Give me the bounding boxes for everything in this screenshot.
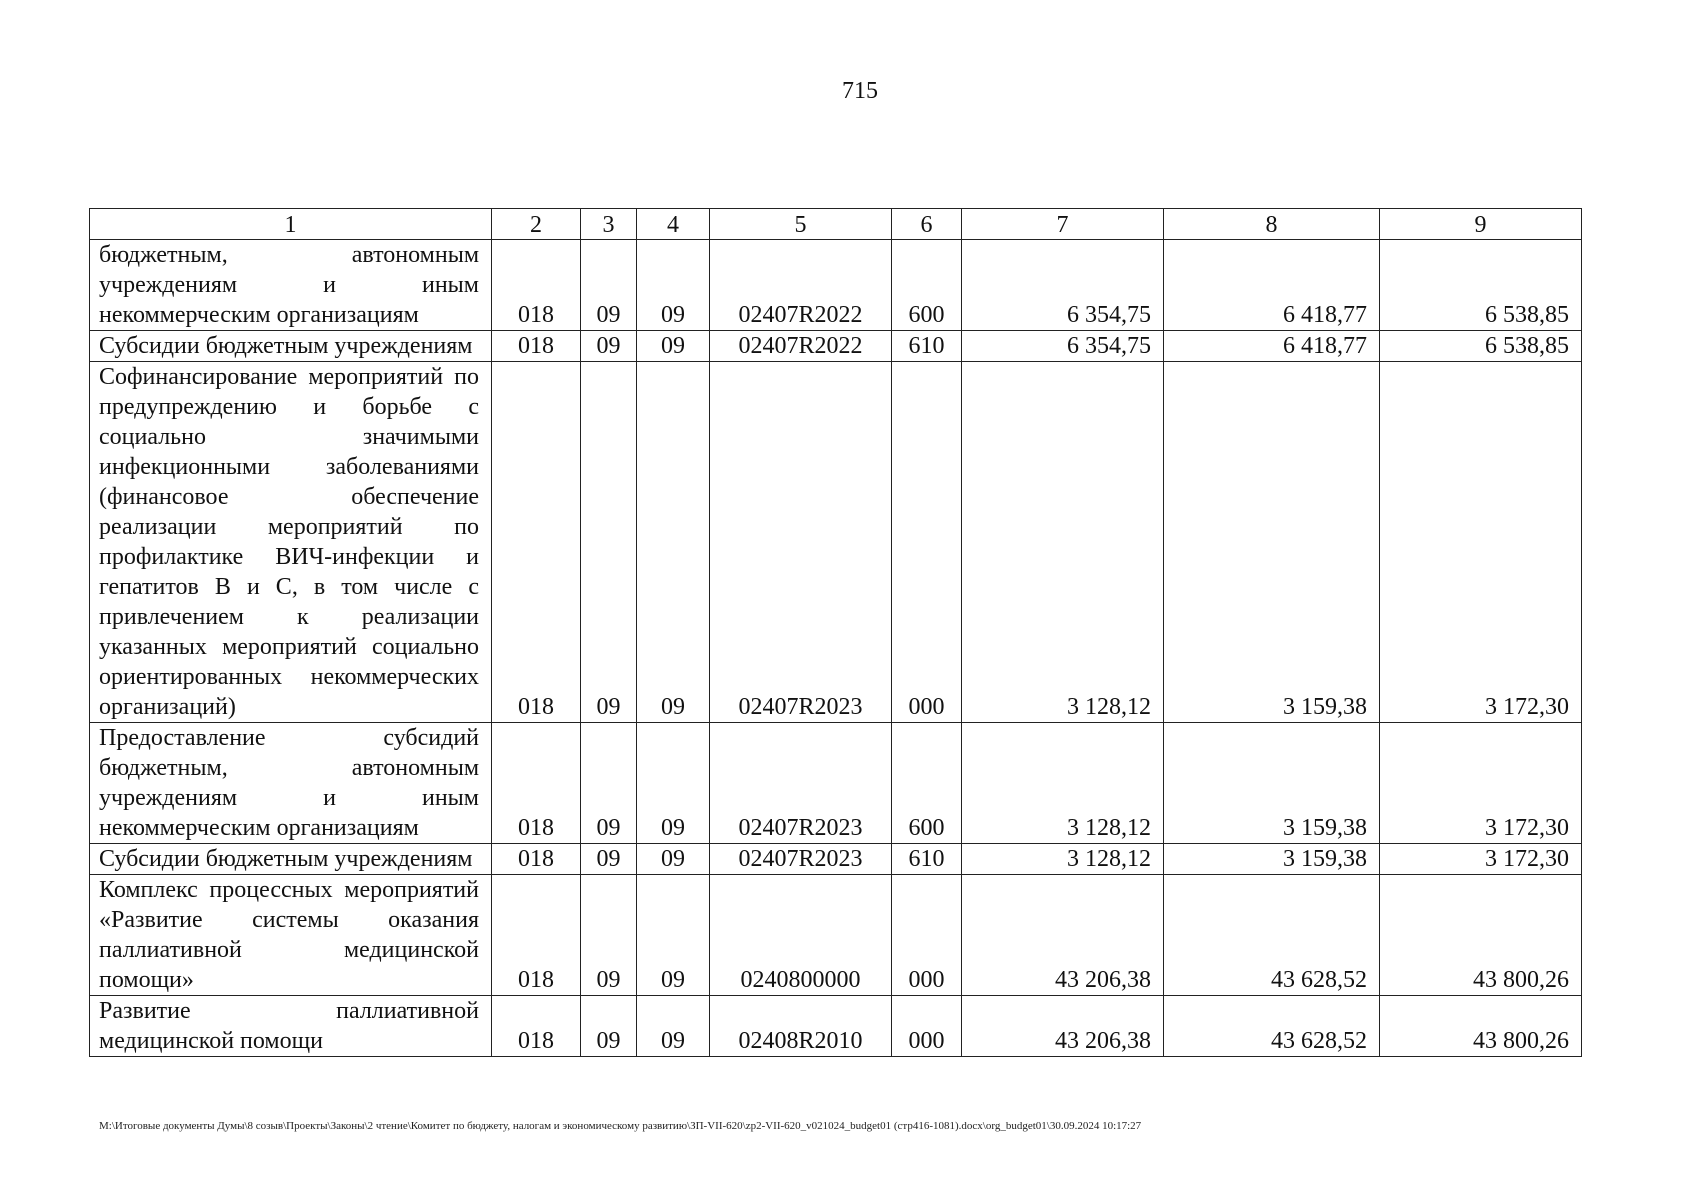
column-header: 8 <box>1164 209 1380 240</box>
column-header: 6 <box>892 209 962 240</box>
section-code: 09 <box>581 240 637 331</box>
file-path-footer: M:\Итоговые документы Думы\8 созыв\Проекты\Законы\2 чтение\Комитет по бюджету, налогам и экономическому развитию\ЗП-VII-620\zp2-VII-620_v021024_budget01 (стр416-1081).docx\org_budget01\30.09.2024 10:17:27 <box>99 1120 1142 1132</box>
amount-year-1: 3 128,12 <box>962 844 1164 875</box>
amount-year-2: 3 159,38 <box>1164 723 1380 844</box>
target-article-code: 02408R2010 <box>710 996 892 1057</box>
column-header: 2 <box>492 209 581 240</box>
section-code: 09 <box>581 844 637 875</box>
table-row <box>90 996 1582 1057</box>
expense-type-code: 610 <box>892 331 962 362</box>
expense-type-code: 000 <box>892 875 962 996</box>
amount-year-2: 43 628,52 <box>1164 996 1380 1057</box>
section-code: 09 <box>581 996 637 1057</box>
target-article-code: 02407R2023 <box>710 723 892 844</box>
amount-year-2: 6 418,77 <box>1164 240 1380 331</box>
expense-type-code: 000 <box>892 362 962 723</box>
subsection-code: 09 <box>637 240 710 331</box>
ministry-code: 018 <box>492 844 581 875</box>
amount-year-1: 6 354,75 <box>962 240 1164 331</box>
amount-year-1: 43 206,38 <box>962 875 1164 996</box>
amount-year-2: 43 628,52 <box>1164 875 1380 996</box>
subsection-code: 09 <box>637 723 710 844</box>
row-description: Предоставление субсидий бюджетным, автономным учреждениям и иным некоммерческим организациям <box>90 723 492 844</box>
amount-year-1: 43 206,38 <box>962 996 1164 1057</box>
row-description: Субсидии бюджетным учреждениям <box>90 331 492 362</box>
amount-year-2: 6 418,77 <box>1164 331 1380 362</box>
column-header: 9 <box>1380 209 1582 240</box>
row-description: Развитие паллиативной медицинской помощи <box>90 996 492 1057</box>
subsection-code: 09 <box>637 844 710 875</box>
budget-table <box>89 208 1582 1057</box>
amount-year-3: 43 800,26 <box>1380 875 1582 996</box>
target-article-code: 02407R2022 <box>710 331 892 362</box>
table-row <box>90 331 1582 362</box>
column-header: 5 <box>710 209 892 240</box>
row-description: бюджетным, автономным учреждениям и иным некоммерческим организациям <box>90 240 492 331</box>
ministry-code: 018 <box>492 996 581 1057</box>
section-code: 09 <box>581 723 637 844</box>
page-number: 715 <box>842 78 878 104</box>
target-article-code: 02407R2023 <box>710 844 892 875</box>
subsection-code: 09 <box>637 996 710 1057</box>
expense-type-code: 600 <box>892 240 962 331</box>
section-code: 09 <box>581 875 637 996</box>
row-description: Софинансирование мероприятий по предупреждению и борьбе с социально значимыми инфекционными заболеваниями (финансовое обеспечение реализации мероприятий по профилактике ВИЧ-инфекции и гепатитов B и C, в том числе с привлечением к реализации указанных мероприятий социально ориентированных некоммерческих организаций) <box>90 362 492 723</box>
header-row <box>90 209 1582 240</box>
expense-type-code: 600 <box>892 723 962 844</box>
amount-year-1: 6 354,75 <box>962 331 1164 362</box>
column-header: 4 <box>637 209 710 240</box>
section-code: 09 <box>581 331 637 362</box>
ministry-code: 018 <box>492 240 581 331</box>
row-description: Комплекс процессных мероприятий «Развитие системы оказания паллиативной медицинской помощи» <box>90 875 492 996</box>
target-article-code: 02407R2022 <box>710 240 892 331</box>
subsection-code: 09 <box>637 875 710 996</box>
amount-year-3: 3 172,30 <box>1380 362 1582 723</box>
section-code: 09 <box>581 362 637 723</box>
column-header: 1 <box>90 209 492 240</box>
amount-year-1: 3 128,12 <box>962 723 1164 844</box>
column-header: 3 <box>581 209 637 240</box>
amount-year-3: 6 538,85 <box>1380 331 1582 362</box>
amount-year-1: 3 128,12 <box>962 362 1164 723</box>
amount-year-2: 3 159,38 <box>1164 844 1380 875</box>
table-row <box>90 240 1582 331</box>
row-description: Субсидии бюджетным учреждениям <box>90 844 492 875</box>
ministry-code: 018 <box>492 723 581 844</box>
table-row <box>90 723 1582 844</box>
subsection-code: 09 <box>637 331 710 362</box>
target-article-code: 02407R2023 <box>710 362 892 723</box>
amount-year-3: 43 800,26 <box>1380 996 1582 1057</box>
table-row <box>90 844 1582 875</box>
ministry-code: 018 <box>492 362 581 723</box>
column-header: 7 <box>962 209 1164 240</box>
amount-year-3: 6 538,85 <box>1380 240 1582 331</box>
expense-type-code: 610 <box>892 844 962 875</box>
amount-year-2: 3 159,38 <box>1164 362 1380 723</box>
table-row <box>90 875 1582 996</box>
amount-year-3: 3 172,30 <box>1380 844 1582 875</box>
ministry-code: 018 <box>492 875 581 996</box>
table-row <box>90 362 1582 723</box>
expense-type-code: 000 <box>892 996 962 1057</box>
ministry-code: 018 <box>492 331 581 362</box>
subsection-code: 09 <box>637 362 710 723</box>
amount-year-3: 3 172,30 <box>1380 723 1582 844</box>
target-article-code: 0240800000 <box>710 875 892 996</box>
